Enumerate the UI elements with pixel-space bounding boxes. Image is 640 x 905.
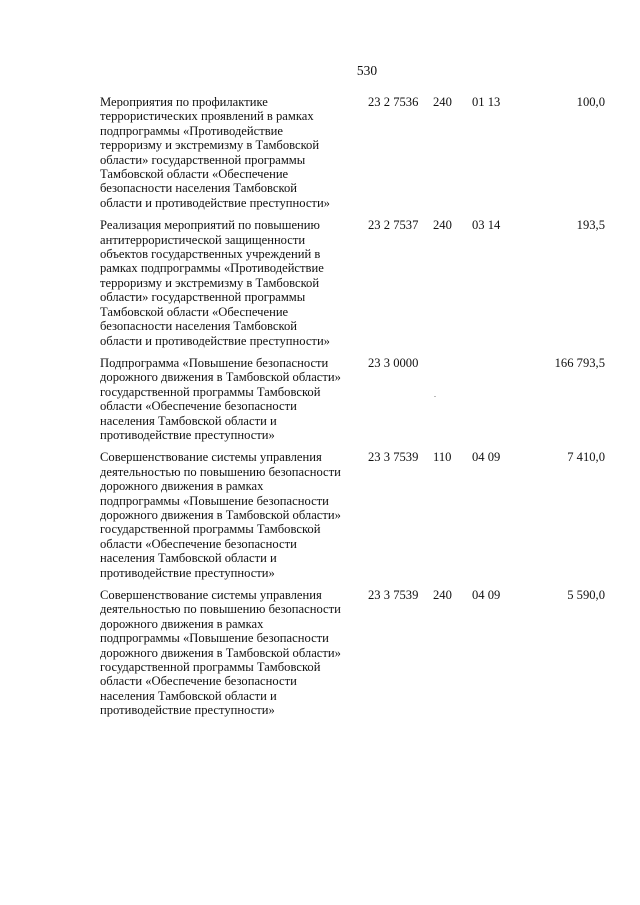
expense-type-code: 240 bbox=[433, 95, 452, 109]
table-row bbox=[100, 218, 605, 348]
section-subsection: 04 09 bbox=[472, 450, 501, 465]
table-row bbox=[100, 356, 605, 442]
amount: 100,0 bbox=[576, 95, 605, 109]
expense-type-code: 240 bbox=[433, 588, 452, 602]
section-subsection: 04 09 bbox=[472, 588, 501, 602]
page-number: 530 bbox=[356, 63, 378, 78]
scan-speck bbox=[434, 396, 436, 397]
target-article-code: 23 3 0000 bbox=[368, 355, 419, 370]
amount: 5 590,0 bbox=[567, 588, 605, 602]
target-article-code: 23 3 7539 bbox=[368, 450, 419, 465]
expense-type-code: 240 bbox=[433, 218, 452, 233]
amount: 193,5 bbox=[576, 218, 605, 233]
row-description: Мероприятия по профилактике террористических проявлений в рамках подпрограммы «Противодействие терроризму и экстремизму в Тамбовской области» государственной программы Тамбовской области «Обеспечение безопасности населения Тамбовской области и противодействие преступности» bbox=[100, 95, 330, 210]
amount: 7 410,0 bbox=[567, 450, 605, 465]
table-row bbox=[100, 95, 605, 210]
section-subsection: 03 14 bbox=[472, 218, 501, 233]
row-description: Совершенствование системы управления деятельностью по повышению безопасности дорожного движения в рамках подпрограммы «Повышение безопасности дорожного движения в Тамбовской области» государственной программы Тамбовской области «Обеспечение безопасности населения Тамбовской области и противодействие преступности» bbox=[100, 588, 341, 718]
row-description: Совершенствование системы управления деятельностью по повышению безопасности дорожного движения в рамках подпрограммы «Повышение безопасности дорожного движения в Тамбовской области» государственной программы Тамбовской области «Обеспечение безопасности населения Тамбовской области и противодействие преступности» bbox=[100, 450, 341, 580]
target-article-code: 23 2 7536 bbox=[368, 95, 419, 109]
row-description: Реализация мероприятий по повышению антитеррористической защищенности объектов государственных учреждений в рамках подпрограммы «Противодействие терроризму и экстремизму в Тамбовской области» государственной программы Тамбовской области «Обеспечение безопасности населения Тамбовской области и противодействие преступности» bbox=[100, 218, 330, 348]
amount: 166 793,5 bbox=[554, 355, 605, 370]
row-description: Подпрограмма «Повышение безопасности дорожного движения в Тамбовской области» государственной программы Тамбовской области «Обеспечение безопасности населения Тамбовской области и противодействие преступности» bbox=[100, 355, 341, 442]
table-row bbox=[100, 588, 605, 718]
expense-type-code: 110 bbox=[433, 450, 452, 465]
target-article-code: 23 2 7537 bbox=[368, 218, 419, 233]
target-article-code: 23 3 7539 bbox=[368, 588, 419, 602]
section-subsection: 01 13 bbox=[472, 95, 501, 109]
budget-table bbox=[100, 95, 605, 726]
table-row bbox=[100, 450, 605, 580]
